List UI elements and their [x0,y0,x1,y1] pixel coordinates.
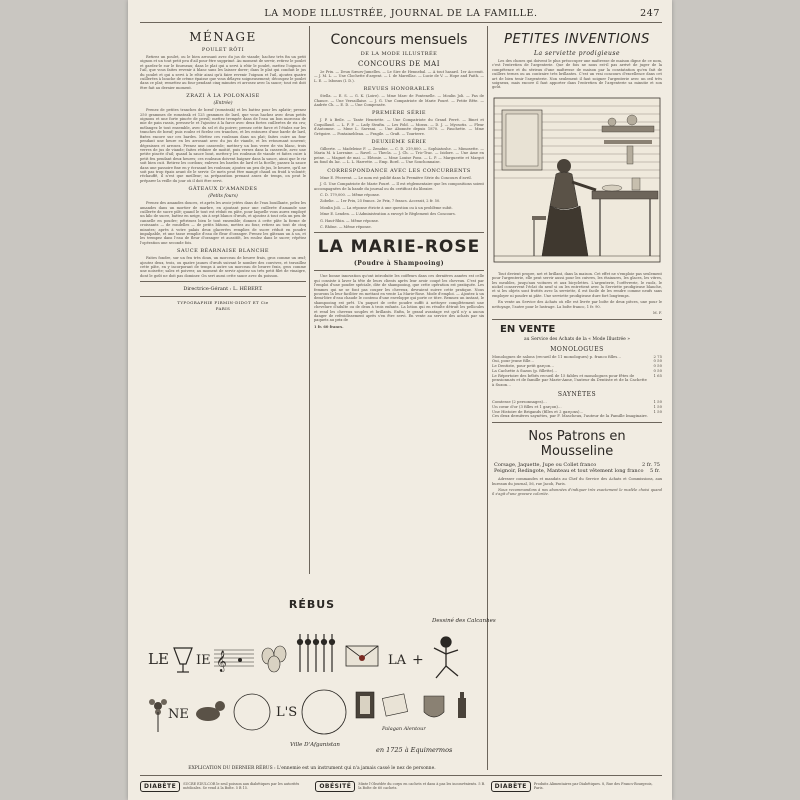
newspaper-page [128,0,672,800]
item-price [658,414,662,419]
rebus-label-bottom: Ville D'Afganistan [290,742,340,748]
ad-logo: DIABÈTE [140,781,180,792]
concours-section-label: REVUES HONORABLES [363,86,435,93]
flower-icon [149,699,167,732]
item-label: Comtesse (2 personnages)… [492,399,547,405]
advertisement [140,781,311,792]
recipe-note: (Entrée) [213,101,233,107]
ad-text: Mixte l'Obsédée du corps en cachets et dans à pas les inconvénients. 5 B. la Boîte de 60 cachets. [358,782,486,790]
recipe-title: POULET RÔTI [201,47,245,53]
concours-column [314,26,484,580]
rebus-illustration [140,612,496,762]
rebus-label-year: en 1725 à Equimermos [376,746,453,754]
marie-rose-text: Une bonne innovation qu'ont introduite les coiffeurs dans ces dernières années est celle qui consiste à laver la tête de leurs clients après leur avoir coupé les cheveux. C'est par l'emploi d'une poudre spéciale, dite de shampooing, que cette opération est pratiquée. Les femmes qui ne se font pas couper les cheveux, devraient suivre cette pratique. Nous pouvons la leur faciliter en mettant en vente La Marie-Rose. Mode d'emploi. — Ajoutez à un demi-litre d'eau chaude le contenu d'une enveloppe qui porte ce titre. Remuez un instant, le shampooing est prêt. Un paquet de cette poudre suffit à nettoyer complètement une chevelure d'adulte ou de deux à trois enfants. La lotion qui en résulte détruit les pellicules et rend les cheveux souples et brillants. Enfin, le grand avantage est qu'il n'y a aucun danger de refroidissement après s'en être servi. En vente au service des achats par six paquets au prix de [314,274,484,323]
concours-heading: CONCOURS DE MAI [358,60,440,68]
card-icon [382,694,407,716]
inventions-subtitle: La serviette prodigieuse [534,50,620,57]
eggs-icon [262,646,286,672]
correspondence-item: G. Haut-Rhin. — Même réponse. [320,218,380,223]
saynetes-title: SAYNÈTES [557,391,597,399]
concours-subtitle: DE LA MODE ILLUSTRÉE [360,51,438,57]
rebus-token: LA [388,653,407,668]
divider [314,232,484,233]
ad-text: SUCRE EDULCOR le seul poisson aux diabétiques par les autorités médicales. Se vend à la Boîte. 5 B 15. [183,782,300,790]
concours-intro: 2e Prix. — Deux Sœurs-Jumelles. — Le Sire de Hennebal. — A tout hasard. 1er Accessit. — J. M. L. — Une Clochette d'argent. — I. de Mareillac. — Lucie de V. — Hope and Faith. — L. E. — Isbosus (I. D.). [314,70,484,83]
correspondence-label: CORRESPONDANCE AVEC LES CONCURRENTS [327,167,471,174]
globe-icon [302,690,346,734]
concours-section-text: Gilberte. — Madeleine F. — Zenobie. — C. D. 219,800. — Sophiatoshe. — Mimosette. — Maria M. à Lorraine. — Ravel. — Thecla. — J. Ch. — Tric-Trac. — Isidore. — Une Ame en peine. — Magnet de mai. — Eléonie. — Mme Louise Pons. — L. P. — Marguerite et Margot au fond du lac. — L. L. Harrette. — Emp. Bord. — Une Souchonnaise. [314,147,484,165]
soldiers-icon [298,634,335,672]
correspondence-item: Mme E. Pécerent. — Le nom est publié dans la Première Série du Concours d'avril. [320,175,472,180]
bottle-icon [458,692,466,718]
correspondence-item: C. D. 179,000. — Même réponse. [320,192,381,197]
concours-section-text: J. P. à Beile. — Tante Henriette. — Une Compatriote du Grand Ferré. — Binet et Coquillaud. — L. F. P. — Lady Strafin. — Les Fold. — Mossu. — D. J. — Myosotis. — Fleur d'Automne. — Mme L. Savrani. — Une Abonnée depuis 1870. — Fauchette. — Mme Grégoire. — Fontainebleau. — Fragile. — Grafi. — Tourterre. [314,118,484,136]
divider [314,270,484,271]
inventions-text: Tout devient propre, net et brillant, dans la maison. Cet effet ne s'emploie pas seulement pour l'argenterie, elle peut servir aussi pour les cuivres, les étainures, les glaces, les vitres, les meubles, jusqu'aux voitures et aux bicyclettes. L'argenterie, l'orfèvrerie, le ruolz, le nickel conservent l'éclat du neuf si on les entretient avec la Serviette prodigieuse blanche, et si les objets sont frottés avec la serviette, il est facile de les rendre comme neufs sans employer ni poudre ni pâte. Une serviette prodigieuse dure fort longtemps. [492,271,662,298]
music-staff-icon [214,650,254,672]
en-vente-title: EN VENTE [500,323,556,335]
menage-title: MÉNAGE [189,30,257,44]
en-vente-subtitle: au Service des Achats de la « Mode Illustrée » [523,336,631,342]
inventions-text: En vente au Service des Achats où elle est livrée par boîte de deux pièces, une pour le nettoyage, l'autre pour le lustrage. La boîte franco, 1 fr. 90. [492,300,662,309]
monologues-title: MONOLOGUES [550,345,604,353]
patron-price: 5 fr. [649,468,660,475]
rebus-token: NE [168,707,189,722]
medallion-icon [234,694,270,730]
cat-icon [196,701,225,721]
item-label: Le Dentiste, pour petit garçon… [492,363,555,369]
list-item [492,414,662,419]
item-price: 1 50 [653,403,662,409]
correspondence-item: Zobelie. — 1er Prix, 25 francs. 2e Prix, 7 francs. Accessit, 2 fr. 50. [320,199,441,204]
recipe-text: Retirez un poulet, ou le bien arrosant avec du jus de viande; hachez très fin un petit oignon et un tout petit peu d'ail pour être supprimé. Au moment de servir, retirez le poulet et gardez-le sur le fourneau; dans le plat qui a servi à rôtir le poulet, mettez l'oignon et l'ail, que vous faites revenir à blanc sans les laisser dorer; dans le plat qui conduit le jus du poulet et qui a servi à le rôtir ainsi qu'à faire revenir l'oignon et l'ail, ajoutez quatre cuillerées à bouche de crème épaisse que vous délayez soigneusement; découpez le poulet dans ce plat; remettez au four pendant cinq minutes et arrosez avec la sauce; tout est doit être fait au dernier moment. [140,55,306,90]
patrons-note: Nous recommandons à nos abonnées d'indiquer très exactement le modèle choisi quand il s'agit d'une gravure coloriée. [492,488,662,497]
recipe-title: GÂTEAUX D'AMANDES [188,186,258,193]
rebus-token: L'S [276,705,298,720]
recipe-title: SAUCE BÉARNAISE BLANCHE [177,248,269,255]
running-header [140,8,662,23]
envelope-icon [346,646,378,666]
correspondence-item: J. G. Une Compatriote de Marie Fouré. — Il est réglementaire que les compositions soient accompagnées de la bande du journal ou du certificat du libraire. [314,182,484,191]
item-price: 0 50 [653,367,662,373]
recipe-text: Faites fondre, sur un feu très doux, un morceau de beurre frais, gros comme un œuf; ajoutez deux, trois, ou quatre jaunes d'œufs suivant le nombre des convives, et travaillez cette pâte, en y incorporant de temps à autre un morceau de beurre frais, gros comme une noisette; salez et poivrez; au moment de servir ajoutez un très petit filet de vinaigre, dont le goût ne doit pas dominer. On sert aussi cette sauce avec du poisson. [140,256,306,278]
concours-section-label: PREMIÈRE SÉRIE [372,110,426,117]
inventions-column [492,26,662,770]
rebus-explanation: EXPLICATION DU DERNIER RÉBUS : L'ennemie est un instrument qui n'a jamais cassé le nez de personne. [188,766,436,771]
item-price: 1 50 [653,408,662,414]
inventions-signature: M. F. [652,311,662,316]
correspondence-item: Moulin Joli. — La réponse étricte à une question ou à un problème subit. [320,205,453,210]
lantern-icon [356,692,374,718]
ad-text: Produits Alimentaires par Diabétiques. 8, Rue des Francs-Bourgeois, Paris. [533,782,653,790]
correspondence-item: C. Rhône. — Même réponse. [320,224,372,229]
correspondence-item: Mme E. Lenden. — L'Administration a envoyé le Règlement des Concours. [320,212,456,217]
column-rule [487,26,488,770]
rebus-label-center: Palagan Alentour [382,726,426,732]
inventions-title: PETITES INVENTIONS [504,32,650,47]
rebus-token: + [412,652,424,668]
rebus-label-right: Dessiné des Calcanhes [432,618,496,624]
patron-label: Peignoir, Redingote, Manteau et tout vêtement long franco [494,468,644,475]
item-price: 1 65 [653,372,662,378]
goblet-icon [174,648,192,664]
concours-title: Concours mensuels [330,32,468,48]
rebus-token: IE [196,653,211,668]
divider [492,422,662,423]
rebus-title: RÉBUS [288,598,336,611]
advertisement-strip [140,775,662,794]
patron-label: Corsage, Jaquette, Jupe ou Collet franco [494,462,597,469]
svg-text:𝄞: 𝄞 [216,651,227,672]
item-label: Monologues de salons (recueil de 11 monologues) p. franco filles… [492,353,622,359]
divider [140,296,306,297]
advertisement [491,781,662,792]
woman-polishing-illustration [492,96,662,264]
item-price: 0 50 [653,358,662,364]
ad-logo: DIABÈTE [491,781,531,792]
coat-of-arms-icon [424,696,444,717]
divider [140,281,306,282]
concours-section-label: DEUXIÈME SÉRIE [371,139,427,146]
recipe-text: Prenez de petites tranches de bœuf (romsteak) et les battez pour les aplatir; prenez 250 grammes de romsteak et 125 grammes de lard, que vous hachez avec deux petits oignons et une forte pincée de persil; mettez trempée dans de l'eau un bon morceau de mie de pain rassis, pressez-le et l'ajoutez à la farce avec deux fortes cuillerées de riz cru; mélangez le tout ensemble, avec du sel et du poivre; prenez cette farce et l'étalez sur les tranches de bœuf; puis roulez et ficelez ces tranches, et les entourez d'une barde de lard, fixées encore sur ces bardes. Mettez ces rouleaux dans un plat; faites cuire au four pendant une heure en les arrosant avec du jus de viande, et les retournant souvent; dégraissez et arrosez. Prenez une casserole; mettez-y un bon verre de vin blanc, trois verres de jus de viande; faites réduire de moitié, puis versez dans la casserole, avec une petite pincée d'ail; quand la sauce bout, mettez-y les rouleaux de viande et faites cuire à petit feu pendant deux heures; ces rouleaux doivent baigner dans la sauce, ainsi que le riz soit bien cuit. Retirez les cordons; enlevez les bardes de lard et la ficelle; passez la sauce dans une passoire fine en y écrasant les rouleaux; ajoutez un peu de jus, le beurre, qu'il ne soit pas trop épais avant de le servir. Ce mets peut être mangé chaud ou froid à volonté; réchauffé, il n'est que meilleur; sa préparation prenant assez de temps, on peut le préparer la veille du jour où il doit être servi. [140,108,306,183]
column-rule [309,26,310,574]
recipe-note: (Petits fours) [208,194,238,200]
menage-column [140,26,306,580]
patron-item [494,468,660,474]
marie-rose-price: 1 fr. 60 francs. [314,324,344,329]
recipe-title: ZRAZI À LA POLONAISE [186,93,260,100]
item-price: 1 50 [653,399,662,405]
item-label: La Cachette à Suzon (p. fillette)… [492,367,558,373]
marie-rose-title: LA MARIE-ROSE [317,237,481,258]
item-label: Une Histoire de Brigands (filles et 2 garçons)… [492,408,584,414]
item-label: Un cœur d'or (3 filles et 1 garçon)… [492,403,562,409]
ad-logo: OBÉSITÉ [315,781,355,792]
advertisement [315,781,486,792]
marie-rose-subtitle: (Poudre à Shampooing) [353,260,445,268]
item-label: Oui, pour jeune fille… [492,358,535,364]
rebus-token: LE [148,650,169,668]
journal-title: LA MODE ILLUSTRÉE, JOURNAL DE LA FAMILLE. [264,8,538,19]
patron-price: 2 fr. 75 [641,462,660,469]
item-label: Le Répertoire des bébés recueil de 15 fables et monologues pour fêtes de pensionnats et de famille par Marie-Anne, l'auteur du Dentiste et de la Cachette à Suzon… [492,372,647,388]
inventions-text: Les des choses qui doivent le plus préoccuper une maîtresse de maison digne de ce nom, c'est l'entretien de l'argenterie. Que de fois ne nous est-il pas arrivé de juger de la compétence et du sérieux d'une maîtresse de maison par la constatation qu'en fait de cuillers ternes ou au contraire très brillantes. C'est un vrai concours d'excellence dans cet art de bien tenir l'argenterie. Non seulement il faut soigner l'argenterie avec un œil très soigneux, mais encore il faut apporter dans l'entretien de l'argenterie sa minutie et son goût. [492,59,662,90]
director-signature: Directrice-Gérant : L. HÉBERT. [183,286,263,293]
imprint-line: TYPOGRAPHIE FIRMIN-DIDOT ET Cie [177,300,269,306]
patrons-title: Nos Patrons en Mousseline [528,429,626,460]
patrons-note: Adresser commandes et mandats au Chef du Service des Achats et Commissions, aux bureaux du journal, 56, rue Jacob, Paris. [492,477,662,486]
divider [492,319,662,320]
concours-section-text: Stella. — E. S. — G. K. (Loire). — Mme Marc de Fontenelle. — Moulin Joli. — Pas de Chance. — Une Versaillaise. — J. G. Une Compatriote de Marie Fouré. — Petite Bête. — Andrée Ch. — E. D. — Une Compensée. [314,94,484,108]
list-item [492,374,662,388]
imprint-city: PARIS [215,306,231,312]
recipe-text: Prenez des amandes douces, et après les avoir jetées dans de l'eau bouillante, pelez les amandes dans un mortier de marbre, en ajoutant pour une cuillerée d'amande une cuillerée de sucre pilé; quand le tout est réduit en pâte, pour laquelle vous aurez employé un kilo de sucre, battez en neige, six à sept blancs d'œufs, et ajoutez à tout cela un peu de cannelle en poudre; pétrissez bien le tout ensemble; donnez à cette pâte la forme de croissants — de rondelles — de petits bâtons, mettez au four, retirez au tout de cinq minutes; après à votre palais deux glacerées remplies de sucre réduit en poudre impalpable, et une tasse remplie d'eau de fleur d'oranger. Prenez les gâteaux un à un, et les trempez dans l'eau de fleur d'oranger et aussitôt, les roulez dans le sucre; répétez l'opération une seconde fois. [140,201,306,245]
item-price: 2 75 [653,353,662,359]
dancer-icon [434,637,458,678]
item-price: 0 50 [653,363,662,369]
page-number: 247 [640,8,660,19]
item-label: Ces deux dernières saynètes, par F. Mascheux, l'auteur de la Famille Imaginaire. [492,413,648,419]
